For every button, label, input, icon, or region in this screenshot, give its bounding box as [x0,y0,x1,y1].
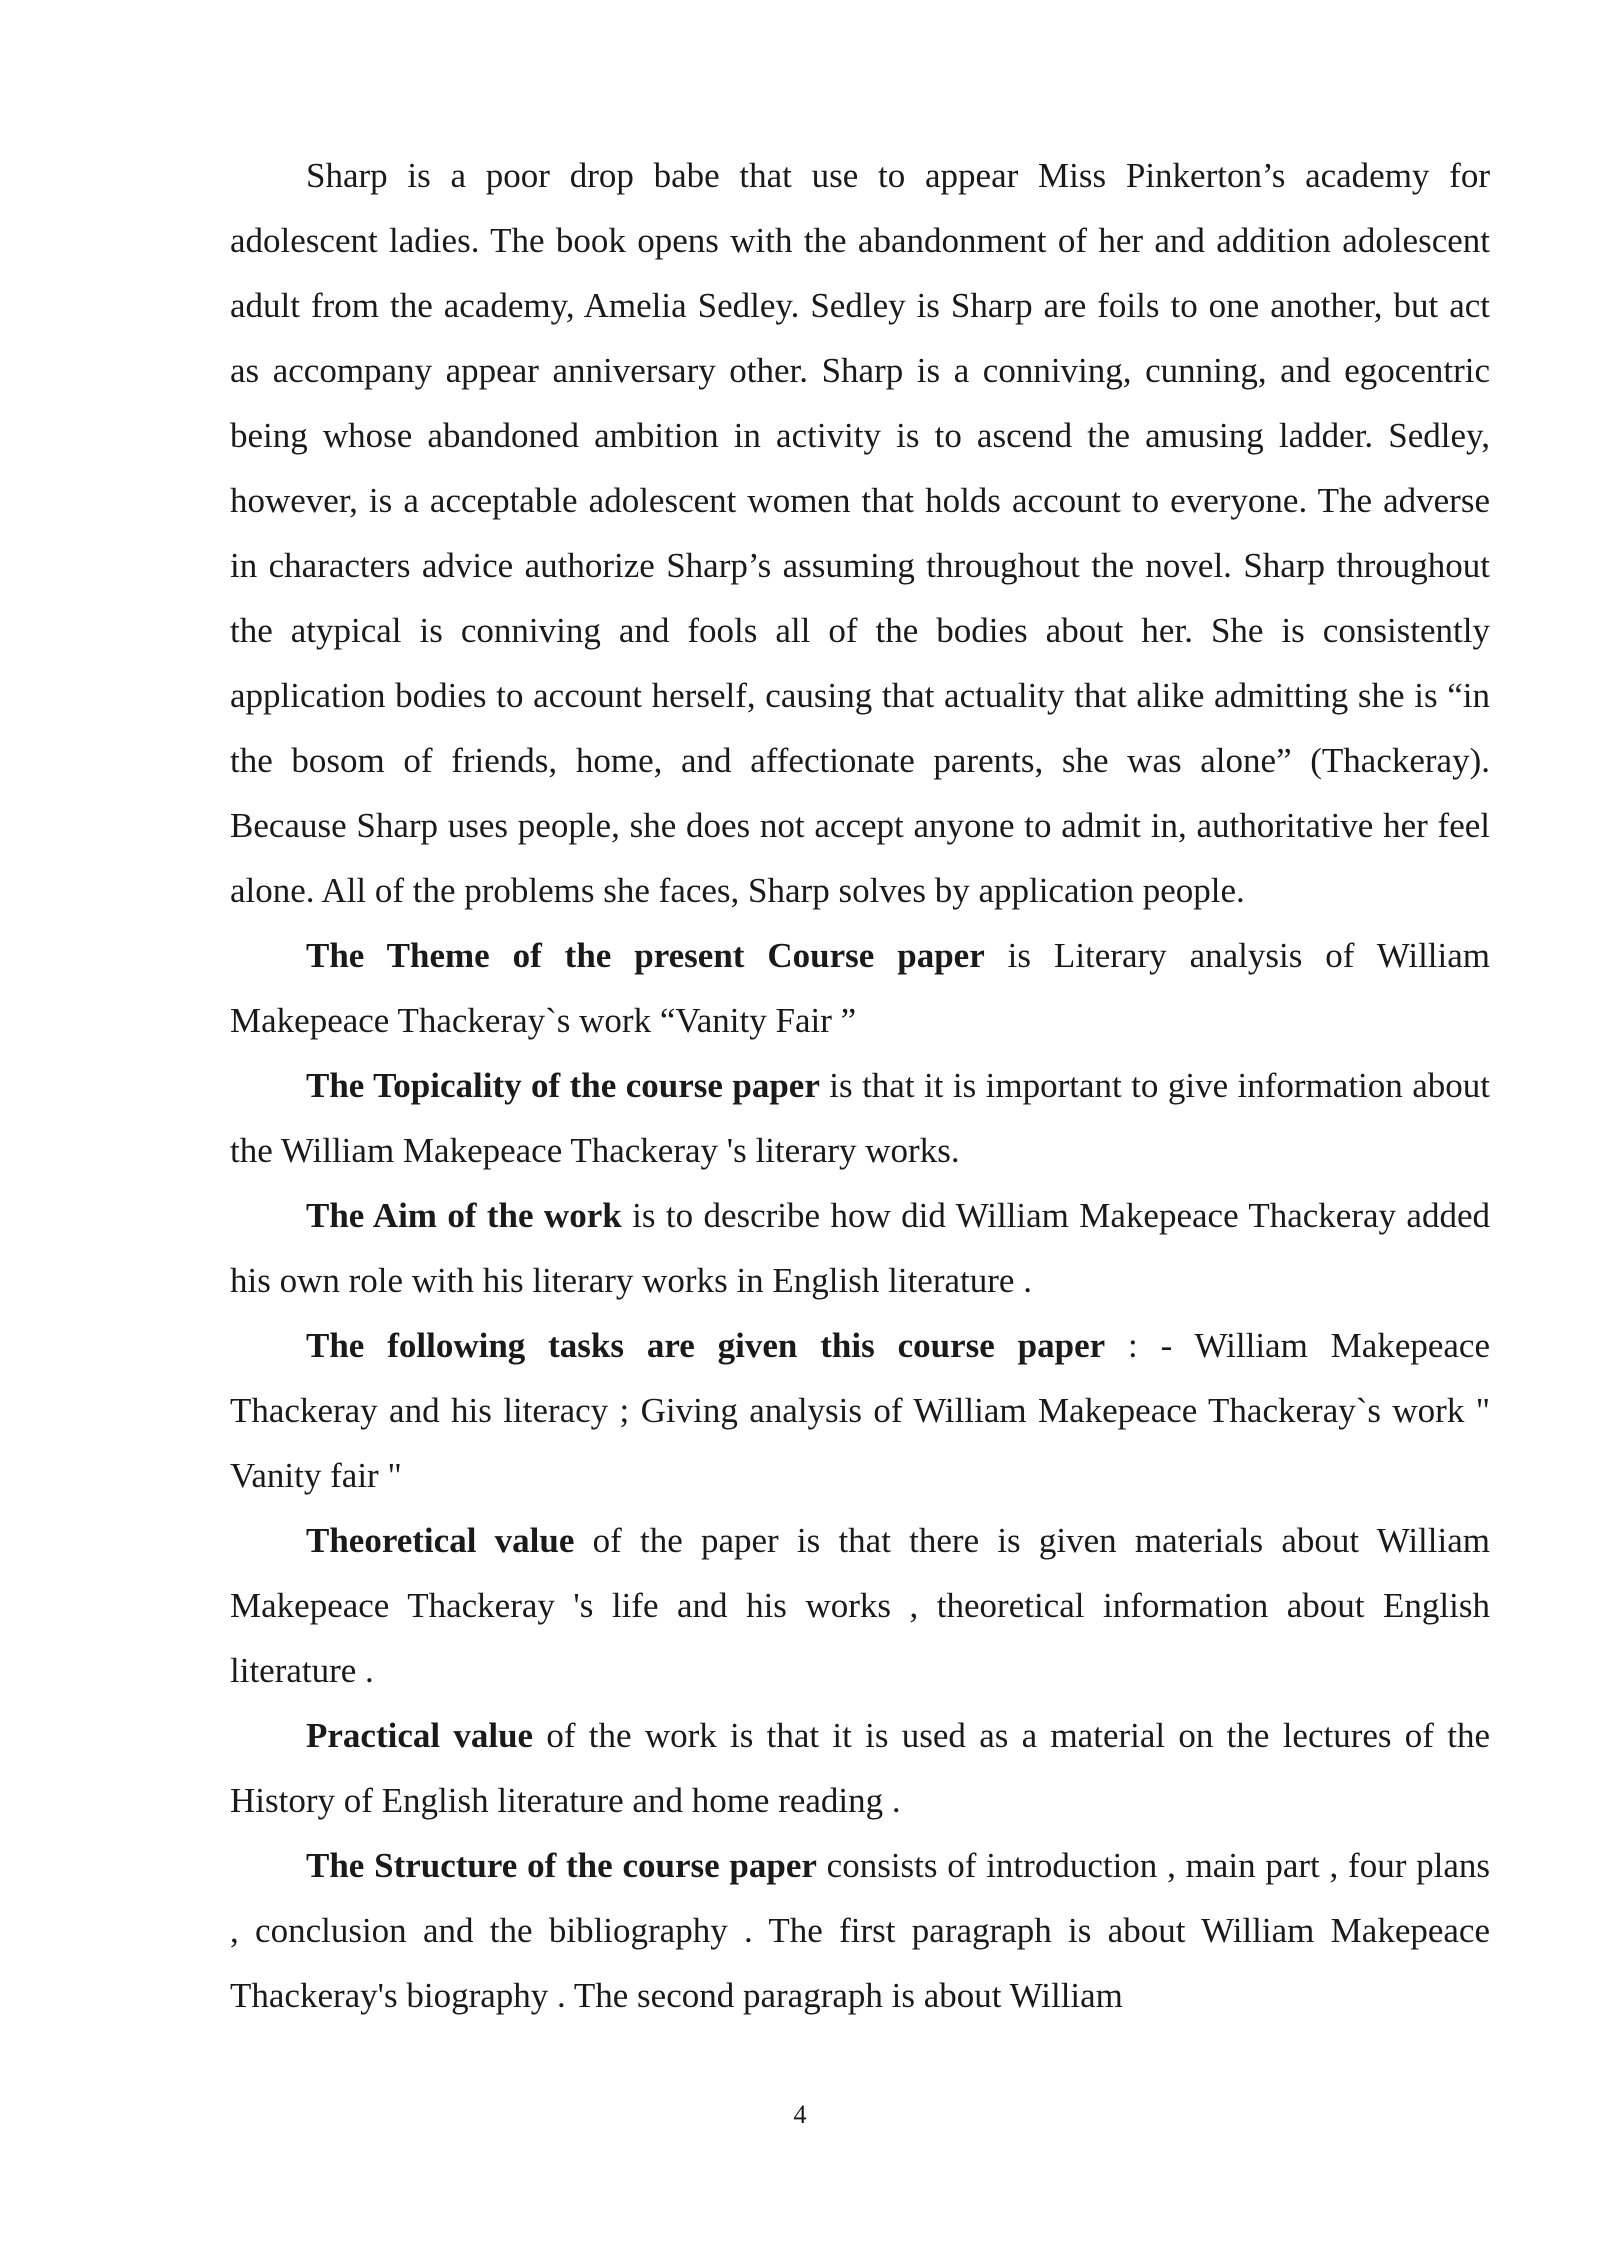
document-page [230,143,1490,2028]
structure-heading: The Structure of the course paper [306,1846,817,1885]
aim-paragraph [230,1183,1490,1313]
tasks-heading: The following tasks are given this course paper [306,1326,1106,1365]
structure-text: consists of introduction , main part , four plans , conclusion and the bibliography . The first paragraph is about William Makepeace Thackeray's biography . The second paragraph is about William [230,1846,1490,2015]
practical-value-paragraph [230,1703,1490,1833]
practical-value-heading: Practical value [306,1716,534,1755]
topicality-paragraph [230,1053,1490,1183]
topicality-heading: The Topicality of the course paper [306,1066,820,1105]
theme-heading: The Theme of the present Course paper [306,936,985,975]
page-number: 4 [793,2100,807,2129]
aim-text: is to describe how did William Makepeace Thackeray added his own role with his literary works in English literature . [230,1196,1490,1300]
aim-heading: The Aim of the work [306,1196,622,1235]
topicality-text: is that it is important to give information about the William Makepeace Thackeray 's literary works. [230,1066,1490,1170]
tasks-text: : - William Makepeace Thackeray and his literacy ; Giving analysis of William Makepeace Thackeray`s work " Vanity fair " [230,1326,1491,1495]
theme-text: is Literary analysis of William Makepeace Thackeray`s work “Vanity Fair ” [230,936,1490,1040]
intro-paragraph: Sharp is a poor drop babe that use to appear Miss Pinkerton’s academy for adolescent ladies. The book opens with the abandonment of her and addition adolescent adult from the academy, Amelia Sedley. Sedley is Sharp are foils to one another, but act as accompany appear anniversary other. Sharp is a conniving, cunning, and egocentric being whose abandoned ambition in activity is to ascend the amusing ladder. Sedley, however, is a acceptable adolescent women that holds account to everyone. The adverse in characters advice authorize Sharp’s assuming throughout the novel. Sharp throughout the atypical is conniving and fools all of the bodies about her. She is consistently application bodies to account herself, causing that actuality that alike admitting she is “in the bosom of friends, home, and affectionate parents, she was alone” (Thackeray). Because Sharp uses people, she does not accept anyone to admit in, authoritative her feel alone. All of the problems she faces, Sharp solves by application people. [230,156,1490,910]
practical-value-text: of the work is that it is used as a material on the lectures of the History of English literature and home reading . [230,1716,1491,1820]
structure-paragraph [230,1833,1490,2028]
theoretical-value-text: of the paper is that there is given materials about William Makepeace Thackeray 's life and his works , theoretical information about English literature . [230,1521,1490,1690]
theme-paragraph [230,923,1490,1053]
theoretical-value-paragraph [230,1508,1490,1703]
theoretical-value-heading: Theoretical value [306,1521,575,1560]
tasks-paragraph [230,1313,1490,1508]
